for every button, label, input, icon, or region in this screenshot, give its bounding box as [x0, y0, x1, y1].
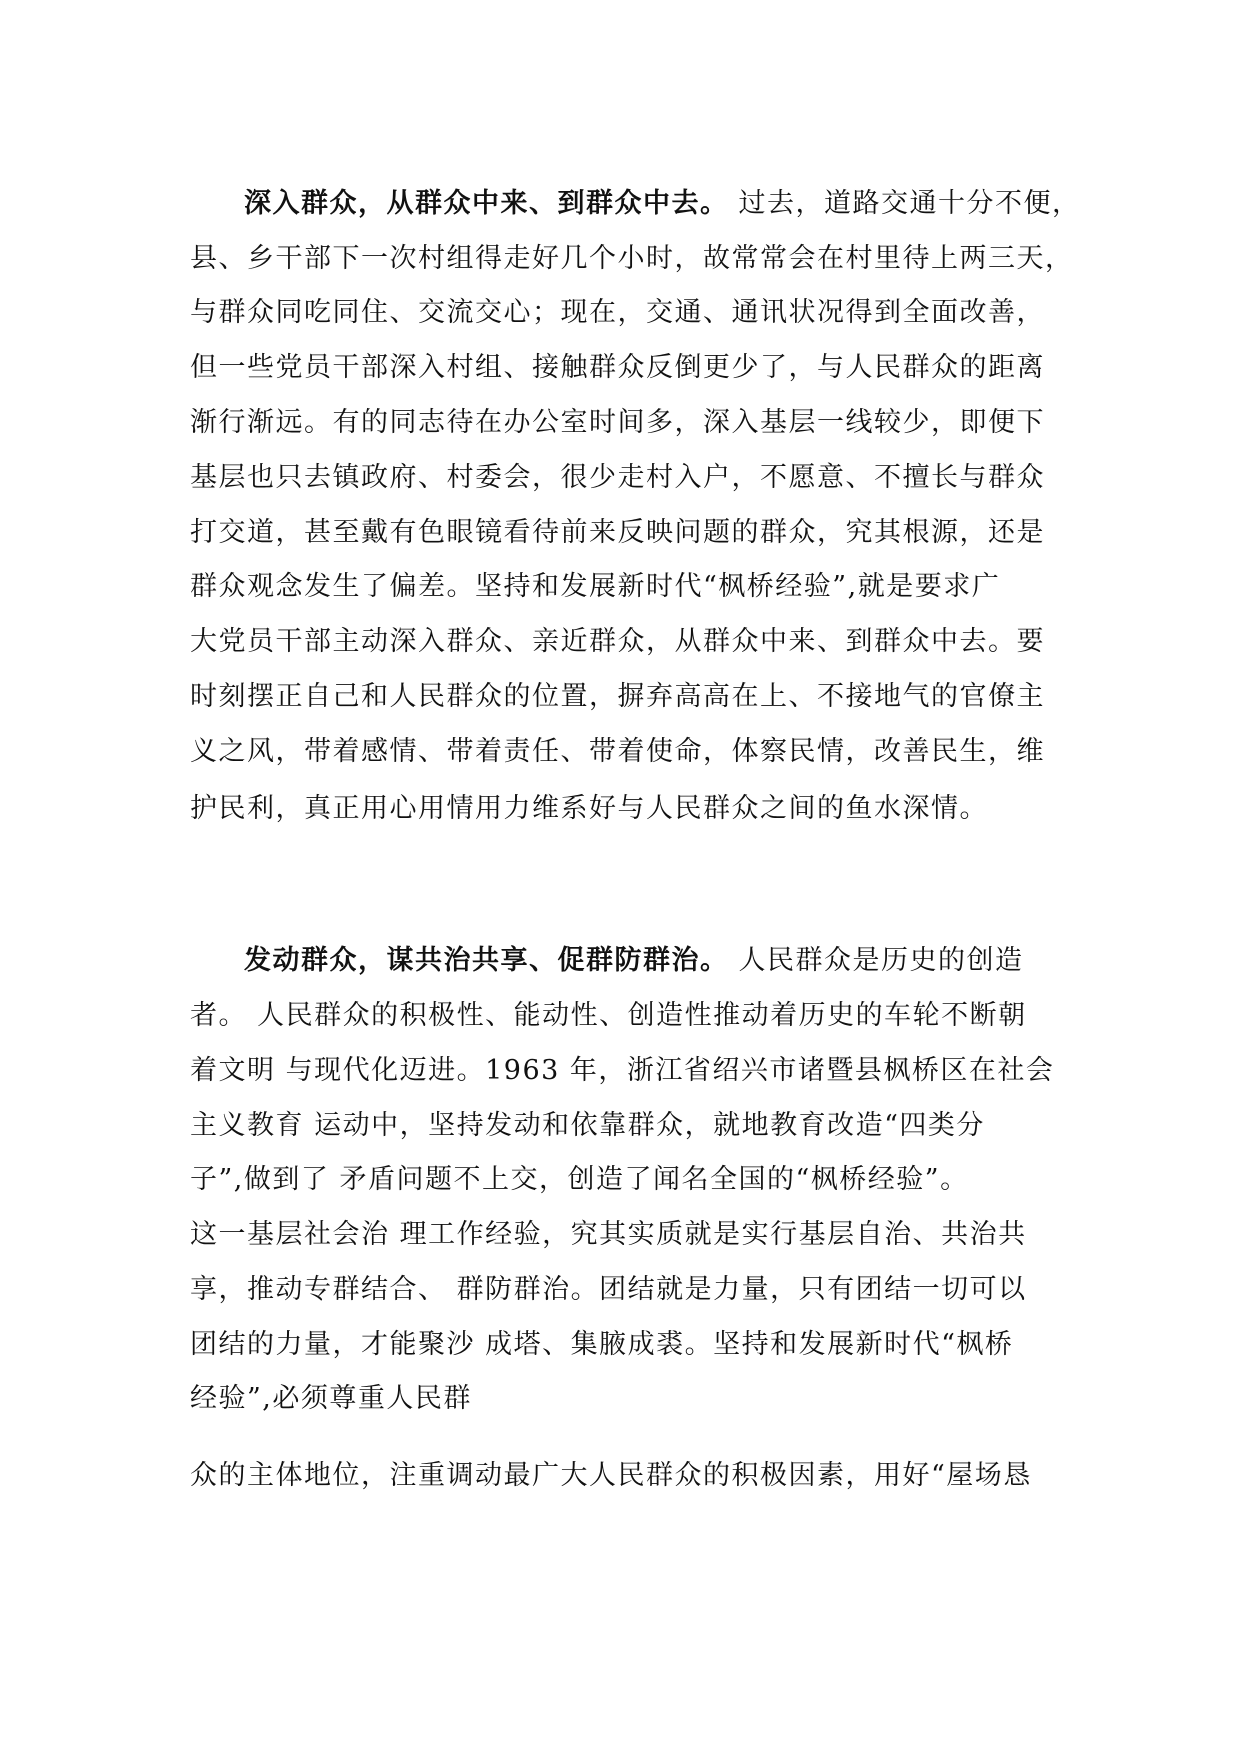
paragraph-1-line-5: 渐行渐远。有的同志待在办公室时间多，深入基层一线较少，即便下 [190, 407, 1045, 438]
paragraph-1-text: 过去，道路交通十分不便， [738, 188, 1081, 219]
paragraph-2-heading: 发动群众，谋共治共享、促群防群治。 [244, 945, 729, 976]
paragraph-2-line-8: 团结的力量，才能聚沙 成塔、集腋成裘。坚持和发展新时代“枫桥 [190, 1329, 1014, 1360]
paragraph-2-line-10: 众的主体地位，注重调动最广大人民群众的积极因素，用好“屋场恳 [190, 1460, 1032, 1491]
paragraph-1-line-10: 时刻摆正自己和人民群众的位置，摒弃高高在上、不接地气的官僚主 [190, 681, 1045, 712]
paragraph-1-line-4: 但一些党员干部深入村组、接触群众反倒更少了，与人民群众的距离 [190, 352, 1045, 383]
paragraph-1-line-8: 群众观念发生了偏差。坚持和发展新时代“枫桥经验”,就是要求广 [190, 571, 1001, 602]
paragraph-1-line-11: 义之风，带着感情、带着责任、带着使命，体察民情，改善民生，维 [190, 736, 1045, 767]
paragraph-1-line-9: 大党员干部主动深入群众、亲近群众，从群众中来、到群众中去。要 [190, 626, 1045, 657]
paragraph-1-heading: 深入群众，从群众中来、到群众中去。 [244, 188, 729, 219]
paragraph-1-line-12: 护民利，真正用心用情用力维系好与人民群众之间的鱼水深情。 [190, 793, 988, 824]
paragraph-2-line-9: 经验”,必须尊重人民群 [190, 1383, 472, 1414]
paragraph-1-line-2: 县、乡干部下一次村组得走好几个小时，故常常会在村里待上两三天， [190, 243, 1074, 274]
paragraph-2-line-4: 主义教育 运动中，坚持发动和依靠群众，就地教育改造“四类分 [190, 1110, 985, 1141]
paragraph-2-line-7: 享，推动专群结合、 群防群治。团结就是力量，只有团结一切可以 [190, 1274, 1027, 1305]
paragraph-2-line-1 [244, 941, 1024, 981]
paragraph-1-line-7: 打交道，甚至戴有色眼镜看待前来反映问题的群众，究其根源，还是 [190, 517, 1045, 548]
paragraph-2-text: 人民群众是历史的创造 [738, 945, 1024, 976]
paragraph-1-line-1 [244, 184, 1081, 224]
paragraph-2-line-3: 着文明 与现代化迈进。1963 年，浙江省绍兴市诸暨县枫桥区在社会 [190, 1055, 1055, 1086]
paragraph-2-line-6: 这一基层社会治 理工作经验，究其实质就是实行基层自治、共治共 [190, 1219, 1027, 1250]
paragraph-2-line-2: 者。 人民群众的积极性、能动性、创造性推动着历史的车轮不断朝 [190, 1000, 1027, 1031]
paragraph-1-line-6: 基层也只去镇政府、村委会，很少走村入户，不愿意、不擅长与群众 [190, 462, 1045, 493]
paragraph-1-line-3: 与群众同吃同住、交流交心；现在，交通、通讯状况得到全面改善， [190, 297, 1045, 328]
paragraph-2-line-5: 子”,做到了 矛盾问题不上交，创造了闻名全国的“枫桥经验”。 [190, 1164, 969, 1195]
